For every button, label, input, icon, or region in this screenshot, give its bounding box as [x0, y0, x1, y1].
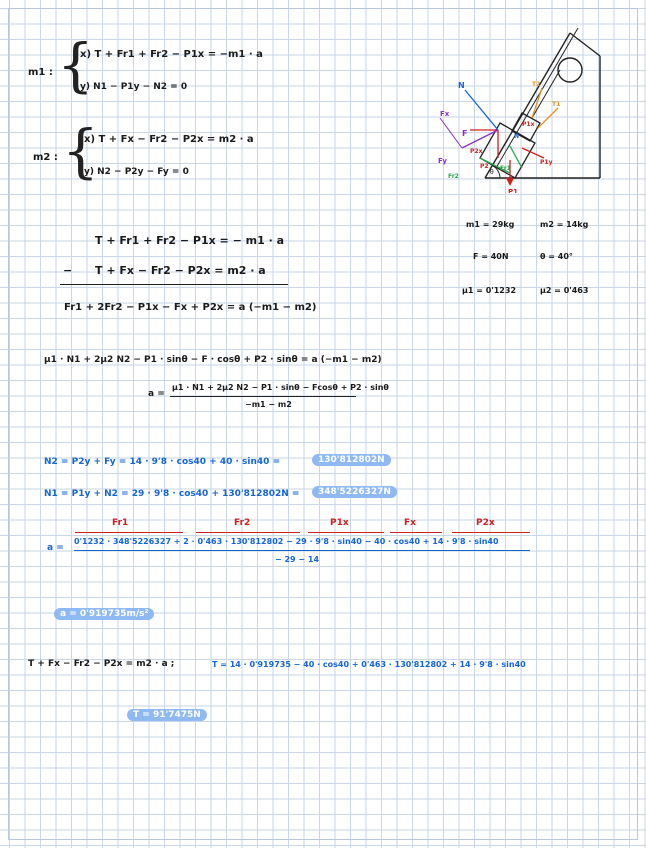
diagram-label-N-small: N — [514, 133, 520, 140]
given-F: F = 40N — [473, 252, 509, 261]
expanded-a-denominator: −m1 − m2 — [245, 400, 292, 409]
expanded-line: μ1 · N1 + 2μ2 N2 − P1 · sinθ − F · cosθ + P2 · sinθ = a (−m1 − m2) — [44, 355, 382, 365]
diagram-label-P2: P2 — [480, 163, 489, 170]
subtraction-rule — [60, 284, 288, 285]
diagram-label-F: F — [462, 129, 468, 138]
diagram-label-P1y: P1y — [540, 159, 553, 166]
a-result-highlight: a = 0'919735m/s² — [54, 608, 154, 620]
m2-system-label: m2 : — [33, 152, 58, 163]
m1-system-label: m1 : — [28, 67, 53, 78]
numeric-a-lhs: a = — [47, 543, 64, 553]
diagram-label-Fr1: Fr1 — [500, 165, 511, 172]
expanded-fraction-bar — [170, 396, 356, 397]
diagram-label-Fr2: Fr2 — [448, 173, 459, 180]
numeric-fraction-bar — [74, 550, 530, 551]
N2-value-highlight: 130'812802N — [312, 454, 391, 466]
subtraction-row1: T + Fr1 + Fr2 − P1x = − m1 · a — [95, 234, 285, 247]
subtraction-minus: − — [63, 264, 73, 277]
expanded-a-numerator: μ1 · N1 + 2μ2 N2 − P1 · sinθ − Fcosθ + P2 · sinθ — [172, 383, 389, 392]
tension-solution: T = 14 · 0'919735 − 40 · cos40 + 0'463 · 130'812802 + 14 · 9'8 · sin40 — [212, 660, 526, 669]
m1-x-equation: x) T + Fr1 + Fr2 − P1x = −m1 · a — [80, 49, 263, 60]
subtraction-row2: T + Fx − Fr2 − P2x = m2 · a — [95, 264, 266, 277]
given-mu1: μ1 = 0'1232 — [462, 286, 517, 295]
diagram-label-T2: T2 — [532, 81, 541, 88]
tension-equation: T + Fx − Fr2 − P2x = m2 · a ; — [28, 659, 175, 669]
tension-result-highlight: T = 91'7475N — [127, 709, 207, 721]
diagram-label-P1x: P1x — [522, 121, 535, 128]
label-P1x: P1x — [330, 518, 349, 528]
diagram-label-theta: θ — [490, 169, 494, 176]
numeric-a-denominator: − 29 − 14 — [275, 555, 320, 564]
bracket-Fr2 — [196, 532, 300, 533]
m2-y-equation: y) N2 − P2y − Fy = 0 — [84, 167, 189, 177]
diagram-label-Fy: Fy — [438, 157, 447, 165]
bracket-Fr1 — [75, 532, 183, 533]
N1-value-highlight: 348'5226327N — [312, 486, 397, 498]
given-m2: m2 = 14kg — [540, 220, 589, 229]
expanded-a-lhs: a = — [148, 389, 165, 399]
given-m1: m1 = 29kg — [466, 220, 515, 229]
label-Fr1: Fr1 — [112, 518, 129, 528]
N1-expression: N1 = P1y + N2 = 29 · 9'8 · cos40 + 130'812802N = — [44, 489, 300, 499]
given-mu2: μ2 = 0'463 — [540, 286, 589, 295]
diagram-label-Fx: Fx — [440, 110, 450, 118]
bracket-P1x — [308, 532, 384, 533]
m1-y-equation: y) N1 − P1y − N2 = 0 — [80, 82, 188, 92]
label-Fx: Fx — [404, 518, 416, 528]
m2-x-equation: x) T + Fx − Fr2 − P2x = m2 · a — [84, 134, 254, 145]
subtraction-result: Fr1 + 2Fr2 − P1x − Fx + P2x = a (−m1 − m2) — [64, 302, 317, 313]
label-Fr2: Fr2 — [234, 518, 251, 528]
diagram-label-P1: P1 — [508, 188, 519, 193]
bracket-Fx — [390, 532, 442, 533]
given-theta: θ = 40° — [540, 252, 573, 261]
m2-brace: { — [62, 117, 99, 185]
label-P2x: P2x — [476, 518, 495, 528]
numeric-a-numerator: 0'1232 · 348'5226327 + 2 · 0'463 · 130'812802 − 29 · 9'8 · sin40 − 40 · cos40 + 14 · 9'8 · sin40 — [74, 537, 499, 546]
diagram-label-T1: T1 — [552, 101, 561, 108]
N2-expression: N2 = P2y + Fy = 14 · 9'8 · cos40 + 40 · sin40 = — [44, 457, 281, 467]
m1-brace: { — [57, 31, 94, 99]
diagram-label-N: N — [458, 81, 465, 90]
free-body-diagram — [410, 18, 610, 193]
diagram-label-P2x: P2x — [470, 148, 483, 155]
bracket-P2x — [452, 532, 530, 533]
